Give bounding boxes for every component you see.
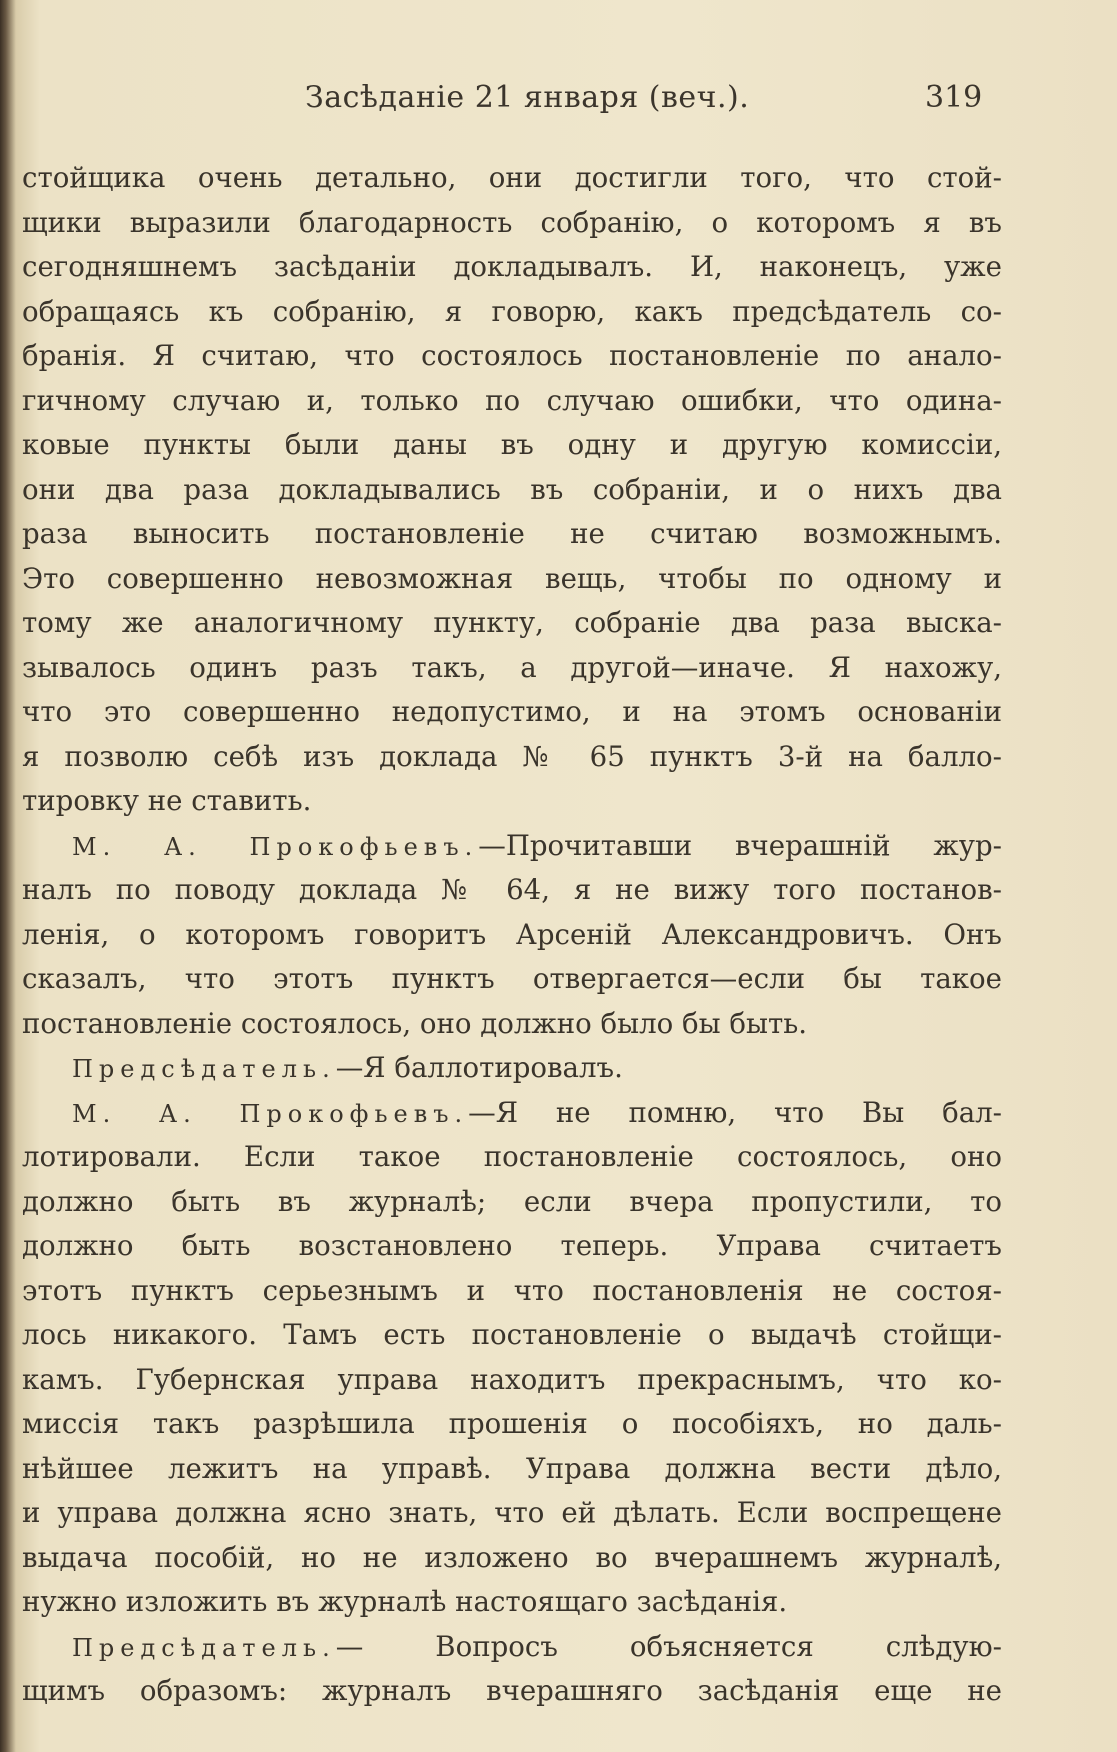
speaker-name: М. А. Прокофьевъ. — [72, 832, 479, 861]
text-line — [22, 156, 1002, 201]
line-text: —Я баллотировалъ. — [335, 1051, 623, 1084]
text-line — [22, 1046, 1002, 1091]
line-text: — Вопросъ объясняется слѣдую- — [335, 1629, 1002, 1663]
text-line — [22, 1447, 1002, 1492]
text-line — [22, 957, 1002, 1002]
line-text: зывалось одинъ разъ такъ, а другой—иначе. Я нахожу, — [22, 650, 1002, 684]
line-text: должно быть въ журналѣ; если вчера пропустили, то — [22, 1184, 1002, 1218]
line-text: миссія такъ разрѣшила прошенія о пособіяхъ, но даль- — [22, 1407, 1002, 1440]
line-text: Это совершенно невозможная вещь, чтобы по одному и — [22, 561, 1002, 595]
text-line — [22, 1313, 1002, 1358]
text-line — [22, 868, 1002, 913]
line-text: тому же аналогичному пункту, собраніе два раза выска- — [22, 606, 1002, 639]
text-line — [22, 1402, 1002, 1447]
line-text: нужно изложить въ журналѣ настоящаго засѣданія. — [22, 1585, 788, 1618]
text-line — [22, 1669, 1002, 1714]
line-text: —Прочитавши вчерашній жур- — [478, 828, 1003, 862]
page-number: 319 — [925, 80, 983, 115]
line-text: камъ. Губернская управа находитъ прекраснымъ, что ко- — [22, 1362, 1002, 1396]
running-header — [0, 80, 1117, 120]
text-line — [22, 646, 1002, 691]
text-line — [22, 245, 1002, 290]
text-line — [22, 913, 1002, 958]
line-text: этотъ пунктъ серьезнымъ и что постановленія не состоя- — [22, 1273, 1002, 1307]
header-title: Засѣданіе 21 января (веч.). — [305, 80, 750, 115]
line-text: и управа должна ясно знать, что ей дѣлать. Если воспрещене — [22, 1496, 1002, 1529]
line-text: они два раза докладывались въ собраніи, и о нихъ два — [22, 472, 1002, 506]
line-text: что это совершенно недопустимо, и на этомъ основаніи — [22, 695, 1002, 728]
text-line — [22, 1091, 1002, 1136]
line-text: налъ по поводу доклада № 64, я не вижу того постанов- — [22, 873, 1002, 906]
line-text: сказалъ, что этотъ пунктъ отвергается—если бы такое — [22, 962, 1002, 995]
text-line — [22, 1269, 1002, 1314]
line-text: постановленіе состоялось, оно должно было бы быть. — [22, 1006, 808, 1040]
speaker-name: М. А. Прокофьевъ. — [72, 1099, 469, 1128]
line-text: стойщика очень детально, они достигли того, что стой- — [22, 161, 1002, 194]
text-line — [22, 423, 1002, 468]
line-text: обращаясь къ собранію, я говорю, какъ предсѣдатель со- — [22, 294, 1002, 328]
line-text: сегодняшнемъ засѣданіи докладывалъ. И, наконецъ, уже — [22, 250, 1002, 283]
line-text: бранія. Я считаю, что состоялось постановленіе по анало- — [22, 339, 1002, 372]
text-line — [22, 735, 1002, 780]
line-text: лотировали. Если такое постановленіе состоялось, оно — [22, 1140, 1002, 1173]
text-line — [22, 379, 1002, 424]
text-line — [22, 1491, 1002, 1536]
text-line — [22, 1180, 1002, 1225]
line-text: я позволю себѣ изъ доклада № 65 пунктъ 3-й на балло- — [22, 739, 1002, 773]
line-text: должно быть возстановлено теперь. Управа считаетъ — [22, 1229, 1002, 1262]
line-text: гичному случаю и, только по случаю ошибки, что одина- — [22, 383, 1002, 417]
line-text: ковые пункты были даны въ одну и другую комиссіи, — [22, 428, 1002, 461]
line-text: щимъ образомъ: журналъ вчерашняго засѣданія еще не — [22, 1674, 1002, 1707]
text-line — [22, 690, 1002, 735]
text-line — [22, 779, 1002, 824]
text-line — [22, 468, 1002, 513]
text-line — [22, 1580, 1002, 1625]
text-line — [22, 1224, 1002, 1269]
speaker-name: Предсѣдатель. — [72, 1633, 336, 1662]
text-line — [22, 824, 1002, 869]
line-text: —Я не помню, что Вы бал- — [468, 1095, 1003, 1129]
text-line — [22, 1536, 1002, 1581]
text-line — [22, 512, 1002, 557]
line-text: нѣйшее лежитъ на управѣ. Управа должна вести дѣло, — [22, 1451, 1002, 1485]
body-text — [22, 156, 1002, 1714]
line-text: лось никакого. Тамъ есть постановленіе о выдачѣ стойщи- — [22, 1318, 1002, 1351]
text-line — [22, 601, 1002, 646]
text-line — [22, 334, 1002, 379]
text-line — [22, 1002, 1002, 1047]
line-text: раза выносить постановленіе не считаю возможнымъ. — [22, 517, 1002, 550]
text-line — [22, 557, 1002, 602]
line-text: щики выразили благодарность собранію, о которомъ я въ — [22, 205, 1002, 239]
line-text: выдача пособій, но не изложено во вчерашнемъ журналѣ, — [22, 1540, 1002, 1574]
speaker-name: Предсѣдатель. — [72, 1055, 336, 1083]
text-line — [22, 1625, 1002, 1670]
text-line — [22, 201, 1002, 246]
line-text: ленія, о которомъ говоритъ Арсеній Александровичъ. Онъ — [22, 917, 1002, 951]
text-line — [22, 1135, 1002, 1180]
text-line — [22, 290, 1002, 335]
text-line — [22, 1358, 1002, 1403]
line-text: тировку не ставить. — [22, 784, 312, 817]
